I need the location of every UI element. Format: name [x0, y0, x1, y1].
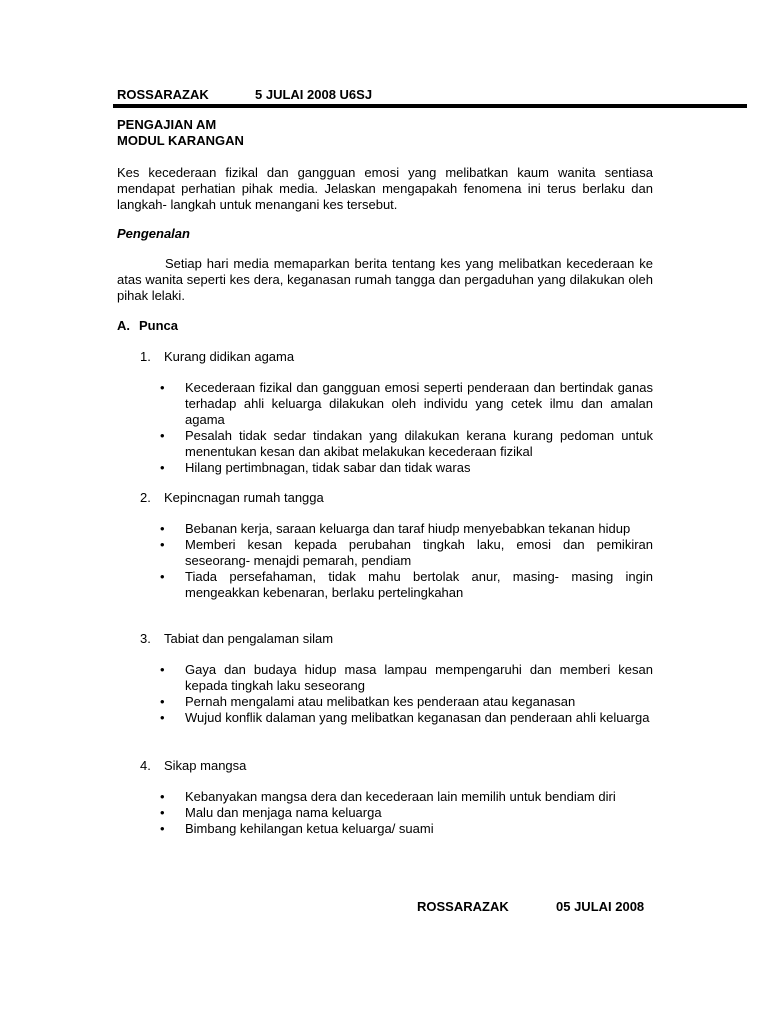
cause-item: [140, 490, 324, 506]
bullet-icon: •: [160, 569, 165, 584]
bullet-point: [160, 569, 653, 601]
bullet-point: [160, 805, 653, 821]
cause-number: 1.: [140, 349, 151, 364]
bullet-point: [160, 460, 653, 476]
bullet-text: Pesalah tidak sedar tindakan yang dilakukan kerana kurang pedoman untuk menentukan kesan dan akibat melakukan kecederaan fizikal: [185, 428, 653, 459]
bullet-point: [160, 662, 653, 694]
cause-title: Kepincnagan rumah tangga: [164, 490, 324, 505]
cause-number: 4.: [140, 758, 151, 773]
essay-question: Kes kecederaan fizikal dan gangguan emosi yang melibatkan kaum wanita sentiasa mendapat perhatian pihak media. Jelaskan mengapakah fenomena ini terus berlaku dan langkah- langkah untuk menangani kes tersebut.: [117, 165, 653, 212]
title-module: MODUL KARANGAN: [117, 133, 244, 148]
cause-number: 3.: [140, 631, 151, 646]
header-rule: [113, 104, 747, 108]
bullet-text: Wujud konflik dalaman yang melibatkan keganasan dan penderaan ahli keluarga: [185, 710, 650, 725]
bullet-point: [160, 380, 653, 428]
bullet-icon: •: [160, 662, 165, 677]
cause-item: [140, 349, 294, 365]
bullet-icon: •: [160, 428, 165, 443]
bullet-point: [160, 821, 653, 837]
bullet-icon: •: [160, 380, 165, 395]
intro-text: Setiap hari media memaparkan berita tentang kes yang melibatkan kecederaan ke atas wanita seperti kes dera, keganasan rumah tangga dan pergaduhan yang dilakukan oleh pihak lelaki.: [117, 256, 653, 303]
cause-title: Tabiat dan pengalaman silam: [164, 631, 334, 646]
bullet-icon: •: [160, 789, 165, 804]
bullet-text: Bimbang kehilangan ketua keluarga/ suami: [185, 821, 434, 836]
cause-bullet-list: [160, 789, 653, 837]
title-subject: PENGAJIAN AM: [117, 117, 217, 132]
header-author: ROSSARAZAK: [117, 87, 209, 102]
bullet-icon: •: [160, 537, 165, 552]
bullet-text: Gaya dan budaya hidup masa lampau mempengaruhi dan memberi kesan kepada tingkah laku seseorang: [185, 662, 653, 693]
bullet-text: Kecederaan fizikal dan gangguan emosi seperti penderaan dan bertindak ganas terhadap ahli keluarga dilakukan oleh individu yang cetek ilmu dan amalan agama: [185, 380, 653, 427]
section-a-heading: [117, 318, 178, 334]
cause-bullet-list: [160, 380, 653, 476]
cause-title: Kurang didikan agama: [164, 349, 295, 364]
bullet-icon: •: [160, 694, 165, 709]
section-a-title: Punca: [139, 318, 179, 333]
intro-heading: Pengenalan: [117, 226, 190, 241]
header-date-class: 5 JULAI 2008 U6SJ: [255, 87, 373, 102]
bullet-text: Hilang pertimbnagan, tidak sabar dan tidak waras: [185, 460, 471, 475]
cause-bullet-list: [160, 662, 653, 726]
bullet-text: Bebanan kerja, saraan keluarga dan taraf hiudp menyebabkan tekanan hidup: [185, 521, 631, 536]
bullet-icon: •: [160, 460, 165, 475]
cause-bullet-list: [160, 521, 653, 601]
bullet-point: [160, 537, 653, 569]
bullet-text: Tiada persefahaman, tidak mahu bertolak anur, masing- masing ingin mengeakkan kebenaran, berlaku pertelingkahan: [185, 569, 653, 600]
footer-date: 05 JULAI 2008: [556, 899, 645, 914]
bullet-icon: •: [160, 710, 165, 725]
cause-title: Sikap mangsa: [164, 758, 247, 773]
bullet-icon: •: [160, 521, 165, 536]
bullet-point: [160, 710, 653, 726]
bullet-point: [160, 428, 653, 460]
bullet-text: Pernah mengalami atau melibatkan kes penderaan atau keganasan: [185, 694, 576, 709]
bullet-icon: •: [160, 821, 165, 836]
bullet-text: Kebanyakan mangsa dera dan kecederaan lain memilih untuk bendiam diri: [185, 789, 616, 804]
bullet-icon: •: [160, 805, 165, 820]
bullet-point: [160, 789, 653, 805]
document-title: [117, 117, 244, 149]
footer-author: ROSSARAZAK: [417, 899, 509, 914]
bullet-point: [160, 694, 653, 710]
cause-number: 2.: [140, 490, 151, 505]
section-a-letter: A.: [117, 318, 130, 333]
bullet-text: Malu dan menjaga nama keluarga: [185, 805, 382, 820]
cause-item: [140, 758, 246, 774]
bullet-point: [160, 521, 653, 537]
cause-item: [140, 631, 333, 647]
bullet-text: Memberi kesan kepada perubahan tingkah laku, emosi dan pemikiran seseorang- menajdi pemarah, pendiam: [185, 537, 653, 568]
